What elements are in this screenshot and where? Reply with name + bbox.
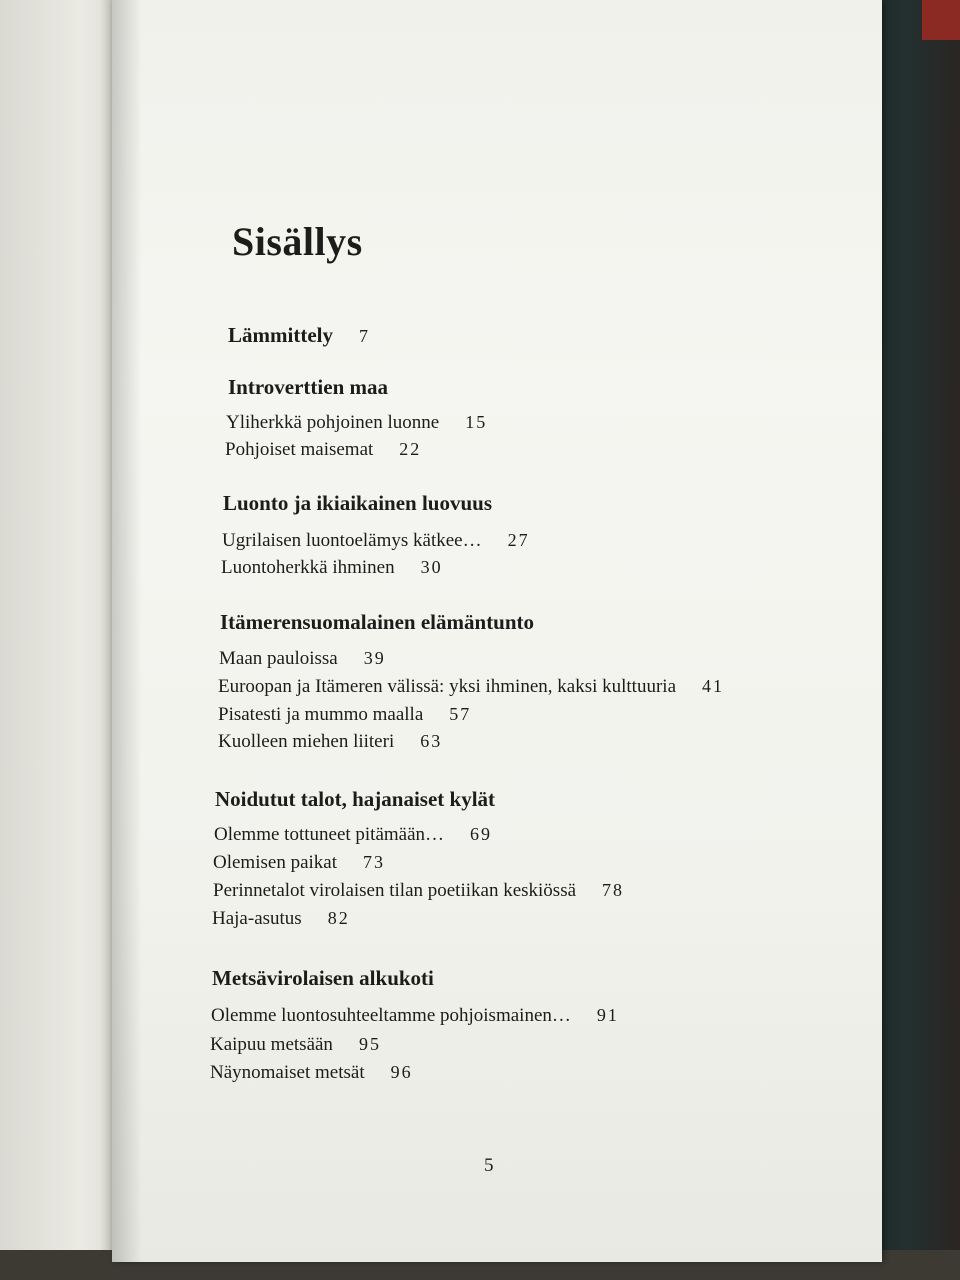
toc-entry [218,704,471,726]
section-page-number: 7 [358,326,370,346]
entry-page-number: 95 [358,1034,381,1054]
entry-page-number: 22 [399,439,422,459]
toc-entry [218,676,724,698]
toc-section-heading: Itämerensuomalainen elämäntunto [220,610,535,634]
entry-page-number: 73 [363,852,385,872]
toc-section-heading: Noidutut talot, hajanaiset kylät [215,787,496,811]
toc-entry [210,1034,381,1056]
entry-title: Euroopan ja Itämeren välissä: yksi ihminen, kaksi kulttuuria [218,676,677,697]
page-number: 5 [484,1155,494,1176]
entry-page-number: 69 [470,824,493,844]
toc-entry [221,557,443,579]
entry-title: Pisatesti ja mummo maalla [218,704,424,725]
entry-title: Kuolleen miehen liiteri [218,731,395,752]
entry-page-number: 78 [602,880,625,900]
toc-entry [219,648,386,670]
entry-title: Haja-asutus [212,908,302,929]
entry-title: Kaipuu metsään [210,1034,333,1055]
toc-section-heading [228,323,370,348]
toc-entry [211,1005,619,1027]
toc-entry [225,439,421,461]
entry-page-number: 63 [420,731,443,751]
entry-title: Olemme tottuneet pitämään… [214,824,445,845]
toc-entry [222,530,530,552]
toc-section-heading: Luonto ja ikiaikainen luovuus [223,491,493,515]
toc-title: Sisällys [232,219,363,264]
entry-page-number: 39 [363,648,386,668]
entry-page-number: 27 [507,530,530,550]
entry-page-number: 15 [465,412,488,432]
entry-title: Perinnetalot virolaisen tilan poetiikan keskiössä [213,880,577,901]
entry-title: Näynomaiset metsät [210,1062,365,1083]
entry-page-number: 82 [327,908,350,928]
toc-entry [210,1062,413,1084]
entry-title: Ugrilaisen luontoelämys kätkee… [222,530,482,551]
toc-entry [214,824,492,846]
toc-section-heading: Metsävirolaisen alkukoti [212,966,434,990]
entry-title: Olemme luontosuhteeltamme pohjoismainen… [211,1005,571,1026]
entry-page-number: 30 [420,557,443,577]
entry-title: Luontoherkkä ihminen [221,557,395,578]
entry-title: Olemisen paikat [213,852,337,873]
section-title: Lämmittely [228,323,333,347]
toc-entry [212,908,350,930]
entry-title: Pohjoiset maisemat [225,439,374,460]
toc-entry [218,731,442,753]
toc-section-heading: Introverttien maa [228,375,388,399]
entry-page-number: 91 [596,1005,619,1025]
entry-page-number: 57 [449,704,472,724]
toc-entry [213,880,624,902]
entry-title: Yliherkkä pohjoinen luonne [226,412,440,433]
entry-page-number: 96 [390,1062,413,1082]
entry-title: Maan pauloissa [219,648,338,669]
entry-page-number: 41 [702,676,725,696]
toc-entry [213,852,385,874]
toc-entry [226,412,487,434]
